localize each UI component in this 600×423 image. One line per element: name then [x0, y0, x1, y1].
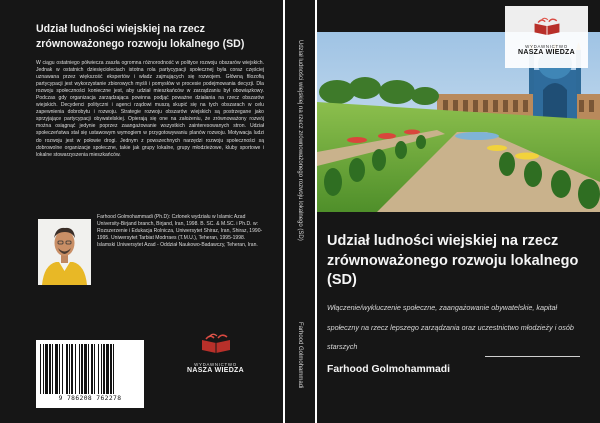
back-cover-title: Udział ludności wiejskiej na rzecz zrównoważonego rozwoju lokalnego (SD): [36, 23, 245, 50]
barcode-number: 9 786208 762278: [58, 395, 122, 402]
author-photo: [38, 219, 91, 285]
publisher-logo-back: [178, 332, 253, 374]
book-logo-icon: [531, 16, 563, 38]
barcode-icon: [40, 344, 140, 394]
book-author: Farhood Golmohammadi: [327, 364, 450, 375]
book-logo-icon: [198, 332, 234, 356]
description-text: W ciągu ostatniego półwiecza zaszła ogromna różnorodność w polityce rozwoju obszarów wiejskich. Jednak w ostatnich dziesięcioleciach istotna rola partycypacji społecznej była coraz częściej uznawana przez większość ekspertów i władz zajmujących się rozwojem. Główną filozofią partycypacji jest wykorzystanie zbiorowych myśli i pomysłów w procesie podejmowania decyzji. Dla rozwoju społeczności konieczne jest, aby udział mieszkańców w zarządzaniu był obowiązkowy. Podczas gdy organizacja zarządzająca powinna podjąć poważne działania na rzecz obszarów wiejskich. Decydenci polityczni i agenci rządowi muszą skupić się na tych obszarach w celu zapewnienia dobrobytu i rozwoju. Strategie rozwoju obszarów wiejskich są postrzegane jako sprzyjające partycypacji obywatelskiej. Opierają się one na założeniu, że zrównoważony rozwój można osiągnąć jedynie poprzez zaangażowanie wszystkich zainteresowanych stron. Udział społeczeństwa stał się ustawowym wymogiem w przygotowywaniu planów rozwoju. Motywacja ludzi do rozwoju jest w połowie drogi. Jednym z powszechnych narzędzi rozwoju społeczności są dobrowolne organizacje społeczne, takie jak grupy lokalne, grupy młodzieżowe, kluby sportowe i lokalne stowarzyszenia mieszkańców.: [36, 60, 264, 158]
author-portrait-icon: [38, 219, 91, 285]
barcode: [36, 340, 144, 408]
book-subtitle: Włączenie/wykluczenie społeczne, zaangażowanie obywatelskie, kapitał społeczny na rzecz lepszego zarządzania oraz uczestnictwo młodzieży i osób starszych: [327, 303, 574, 351]
publisher-logo-front: [514, 16, 579, 56]
spine-author: Farhood Golmohammadi: [297, 322, 303, 389]
author-bio-text: Farhood Golmohammadi (Ph.D): Członek wydziału w Islamic Azad University-Birjand branch, Birjand, Iran, 1998. B. SC. & M.SC. i Ph.D. w: Rozszerzenie i Edukacja Rolnicza, Uniwersytet Shiraz, Iran, Shiraz, 1990-1995. Uniwersytet Tarbiat Modrraes (T.M.U.), Teheran, 1995-1998. Islamski Uniwersytet Azad - Oddział Naukowo-Badawczy, Teheran, Iran.: [97, 214, 263, 249]
divider: [485, 356, 580, 357]
back-cover-description: [36, 60, 264, 159]
author-bio: [97, 214, 264, 249]
publisher-line1: WYDAWNICTWO: [194, 362, 237, 367]
publisher-line2: NASZA WIEDZA: [517, 49, 575, 56]
publisher-line2: NASZA WIEDZA: [186, 367, 244, 374]
publisher-line1: WYDAWNICTWO: [525, 44, 568, 49]
spine-title: Udział ludności wiejskiej na rzecz zrównoważonego rozwoju lokalnego (SD): [297, 40, 303, 241]
book-title: Udział ludności wiejskiej na rzecz zrównoważonego rozwoju lokalnego (SD): [327, 233, 579, 288]
